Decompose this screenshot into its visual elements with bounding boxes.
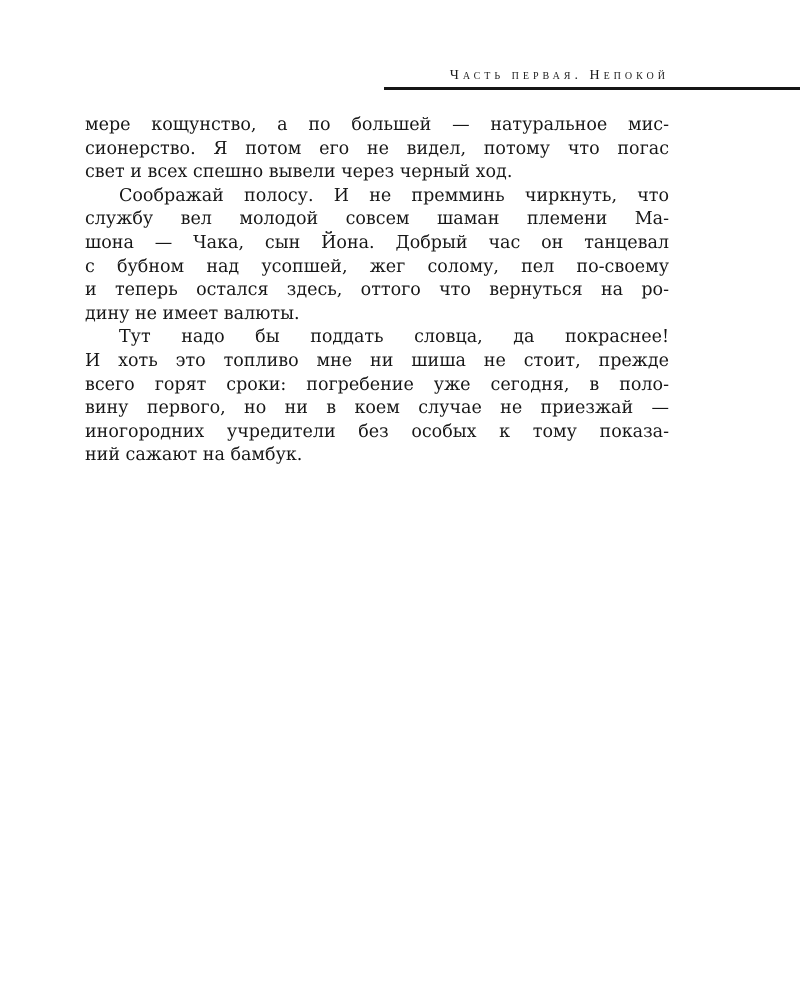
text-line: свет и всех спешно вывели через черный ход. [85,162,513,183]
paragraph-1 [85,114,669,185]
text-line: с бубном над усопшей, жег солому, пел по-своему [85,256,669,277]
text-line: ний сажают на бамбук. [85,445,303,466]
text-line: всего горят сроки: погребение уже сегодня, в поло- [85,374,669,395]
text-line: и теперь остался здесь, оттого что вернуться на ро- [85,280,669,301]
text-line: шона — Чака, сын Йона. Добрый час он танцевал [85,232,669,253]
text-line: И хоть это топливо мне ни шиша не стоит, прежде [85,350,669,371]
running-head: Часть первая. Непокой [449,68,669,83]
text-line: вину первого, но ни в коем случае не приезжай — [85,398,669,419]
body-text [85,114,669,468]
text-line: службу вел молодой совсем шаман племени Ма- [85,209,669,230]
text-line: Соображай полосу. И не премминь чиркнуть, что [119,185,669,206]
text-line: дину не имеет валюты. [85,303,300,324]
text-line: сионерство. Я потом его не видел, потому что погас [85,138,669,159]
paragraph-2 [85,185,669,327]
text-line: Тут надо бы поддать словца, да покраснее! [119,327,669,348]
paragraph-3 [85,326,669,468]
text-line: иногородних учредители без особых к тому показа- [85,421,669,442]
text-line: мере кощунство, а по большей — натуральное мис- [85,115,669,135]
header-rule [384,87,800,90]
